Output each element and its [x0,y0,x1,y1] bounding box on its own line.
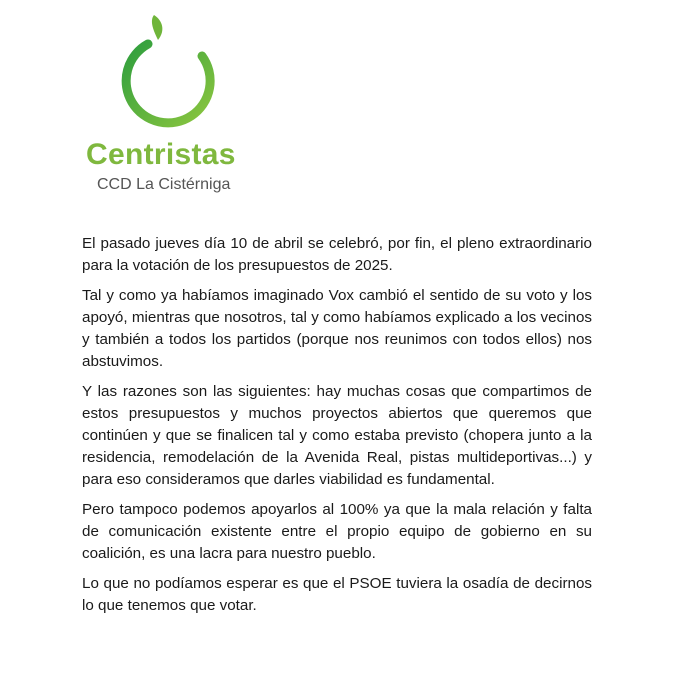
paragraph: Tal y como ya habíamos imaginado Vox cambió el sentido de su voto y los apoyó, mientras que nosotros, tal y como habíamos explicado a los vecinos y también a todos los partidos (porque nos reunimos con todos ellos) nos abstuvimos. [82,287,592,370]
paragraph: El pasado jueves día 10 de abril se celebró, por fin, el pleno extraordinario para la votación de los presupuestos de 2025. [82,235,592,274]
party-logo [84,14,244,200]
logo-subtitle: CCD La Cistérniga [97,176,231,193]
logo-name: Centristas [86,138,236,171]
paragraph: Pero tampoco podemos apoyarlos al 100% ya que la mala relación y falta de comunicación existente entre el propio equipo de gobierno en su coalición, es una lacra para nuestro pueblo. [82,501,592,562]
paragraph: Lo que no podíamos esperar es que el PSOE tuviera la osadía de decirnos lo que tenemos que votar. [82,575,592,614]
letter-body [82,233,592,625]
apple-logo-icon [106,14,216,144]
paragraph: Y las razones son las siguientes: hay muchas cosas que compartimos de estos presupuestos y muchos proyectos abiertos que queremos que continúen y que se finalicen tal y como estaba previsto (chopera junto a la residencia, remodelación de la Avenida Real, pistas multideportivas...) y para eso consideramos que darles viabilidad es fundamental. [82,383,592,488]
